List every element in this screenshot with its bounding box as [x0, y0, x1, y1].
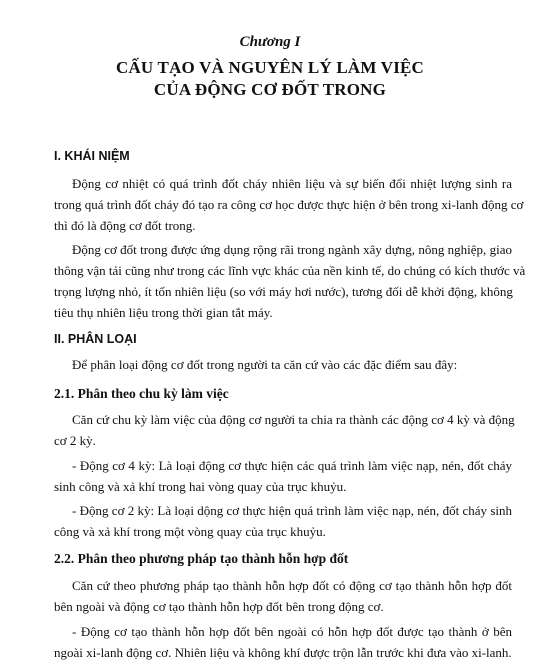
section-heading-khai-niem: I. KHÁI NIỆM	[54, 149, 130, 163]
chapter-label: Chương I	[239, 34, 301, 50]
paragraph-line: trong quá trình đốt cháy đó tạo ra công cơ học được thực hiện ở bên trong xi-lanh động cơ	[54, 197, 524, 212]
subsection-heading-hon-hop-dot: 2.2. Phân theo phương pháp tạo thành hỗn hợp đốt	[54, 551, 349, 566]
paragraph-line: Động cơ đốt trong được ứng dụng rộng rãi trong ngành xây dựng, nông nghiệp, giao	[72, 242, 512, 257]
paragraph-line: Động cơ nhiệt có quá trình đốt cháy nhiên liệu và sự biến đổi nhiệt lượng sinh ra	[72, 176, 512, 191]
paragraph-line: thì đó là động cơ đốt trong.	[54, 218, 196, 233]
paragraph-line: Để phân loại động cơ đốt trong người ta căn cứ vào các đặc điểm sau đây:	[72, 357, 458, 372]
chapter-title-line-1: CẤU TẠO VÀ NGUYÊN LÝ LÀM VIỆC	[115, 58, 425, 77]
paragraph-line: thông vận tải cũng như trong các lĩnh vực khác của nền kinh tế, do chúng có kích thước và	[54, 263, 526, 278]
paragraph-line: trọng lượng nhỏ, ít tốn nhiên liệu (so với máy hơi nước), tương đối dễ khởi động, không	[54, 284, 513, 299]
paragraph-line: Căn cứ chu kỳ làm việc của động cơ người ta chia ra thành các động cơ 4 kỳ và động	[72, 412, 515, 427]
subsection-heading-chu-ky: 2.1. Phân theo chu kỳ làm việc	[54, 386, 229, 401]
paragraph-line: sinh công và xả khí trong hai vòng quay của trục khuỷu.	[54, 479, 347, 494]
section-heading-phan-loai: II. PHÂN LOẠI	[54, 332, 137, 346]
paragraph-line: công và xả khí trong một vòng quay của trục khuỷu.	[54, 524, 326, 539]
paragraph-line: - Động cơ tạo thành hỗn hợp đốt bên ngoài có hỗn hợp đốt được tạo thành ở bên	[72, 624, 512, 639]
paragraph-line: tiêu thụ nhiên liệu trong thời gian tắt máy.	[54, 305, 273, 320]
paragraph-line: cơ 2 kỳ.	[54, 433, 96, 448]
paragraph-line: Căn cứ theo phương pháp tạo thành hỗn hợp đốt có động cơ tạo thành hỗn hợp đốt	[72, 578, 512, 593]
paragraph-line: bên ngoài và động cơ tạo thành hỗn hợp đốt bên trong động cơ.	[54, 599, 384, 614]
paragraph-line: ngoài xi-lanh động cơ. Nhiên liệu và không khí được trộn lẫn trước khi đưa vào xi-lanh.	[54, 645, 512, 660]
chapter-title-line-2: CỦA ĐỘNG CƠ ĐỐT TRONG	[153, 80, 387, 99]
paragraph-line: - Động cơ 4 kỳ: Là loại động cơ thực hiện các quá trình làm việc nạp, nén, đốt cháy	[72, 458, 512, 473]
paragraph-line: - Động cơ 2 kỳ: Là loại dộng cơ thực hiện quá trình làm việc nạp, nén, đốt cháy sinh	[72, 503, 512, 518]
